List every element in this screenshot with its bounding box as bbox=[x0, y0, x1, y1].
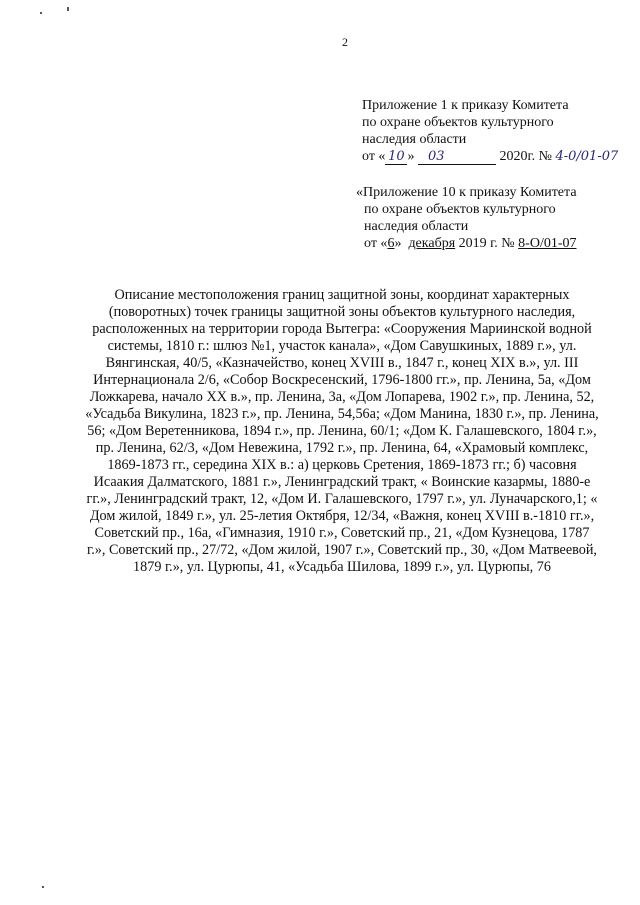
date-year: 2020г. № bbox=[499, 149, 552, 164]
order-number: 8-О/01-07 bbox=[518, 236, 577, 251]
scan-speck bbox=[67, 7, 69, 11]
appendix-1-date-line bbox=[362, 148, 618, 165]
date-month: декабря bbox=[408, 236, 456, 251]
date-year: 2019 г. № bbox=[458, 236, 515, 251]
appendix-10-header bbox=[356, 184, 577, 252]
date-mid: » bbox=[407, 149, 415, 164]
appendix-1-line2: по охране объектов культурного bbox=[362, 115, 554, 130]
date-day: 6 bbox=[387, 236, 395, 251]
handwritten-month: 03 bbox=[418, 150, 496, 165]
date-mid: » bbox=[394, 236, 402, 251]
appendix-1-line3: наследия области bbox=[362, 132, 467, 147]
date-prefix: от « bbox=[364, 236, 388, 251]
page-number: 2 bbox=[342, 35, 348, 49]
description-paragraph: Описание местоположения границ защитной зоны, координат характерных (поворотных) точек границы защитной зоны объектов культурного наследия, расположенных на территории города Вытегра: «Сооружения Мариинской водной системы, 1810 г.: шлюз №1, участок канала», «Дом Савушкиных, 1889 г.», ул. Вянгинская, 40/5, «Казначейство, конец XVIII в., 1847 г., конец XIX в.», ул. III Интернационала 2/6, «Собор Воскресенский, 1796-1800 гг.», пр. Ленина, 5а, «Дом Ложкарева, начало XX в.», пр. Ленина, 3а, «Дом Лопарева, 1902 г.», пр. Ленина, 52, «Усадьба Викулина, 1823 г.», пр. Ленина, 54,56а; «Дом Манина, 1830 г.», пр. Ленина, 56; «Дом Веретенникова, 1894 г.», пр. Ленина, 60/1; «Дом К. Галашевского, 1804 г.», пр. Ленина, 62/3, «Дом Невежина, 1792 г.», пр. Ленина, 64, «Храмовый комплекс, 1869-1873 гг., середина XIX в.: а) церковь Сретения, 1869-1873 гг.; б) часовня Исаакия Далматского, 1881 г.», Ленинградский тракт, « Воинские казармы, 1880-е гг.», Ленинградский тракт, 12, «Дом И. Галашевского, 1797 г.», ул. Луначарского,1; « Дом жилой, 1849 г.», ул. 25-летия Октября, 12/34, «Важня, конец XVIII в.-1810 гг.», Советский пр., 16а, «Гимназия, 1910 г.», Советский пр., 21, «Дом Кузнецова, 1787 г.», Советский пр., 27/72, «Дом жилой, 1907 г.», Советский пр., 30, «Дом Матвеевой, 1879 г.», ул. Цурюпы, 41, «Усадьба Шилова, 1899 г.», ул. Цурюпы, 76 bbox=[85, 287, 599, 575]
scan-speck bbox=[42, 886, 44, 888]
date-prefix: от « bbox=[362, 149, 386, 164]
appendix-10-line1: «Приложение 10 к приказу Комитета bbox=[356, 185, 577, 200]
appendix-10-date-line bbox=[356, 235, 577, 252]
scan-speck bbox=[40, 12, 42, 14]
appendix-10-line2: по охране объектов культурного bbox=[364, 202, 556, 217]
appendix-10-line3: наследия области bbox=[364, 219, 469, 234]
appendix-1-header bbox=[362, 97, 618, 165]
appendix-1-line1: Приложение 1 к приказу Комитета bbox=[362, 98, 569, 113]
boundary-description bbox=[84, 287, 600, 576]
handwritten-order-number: 4-0/01-07 bbox=[555, 149, 619, 164]
handwritten-day: 10 bbox=[385, 150, 407, 165]
